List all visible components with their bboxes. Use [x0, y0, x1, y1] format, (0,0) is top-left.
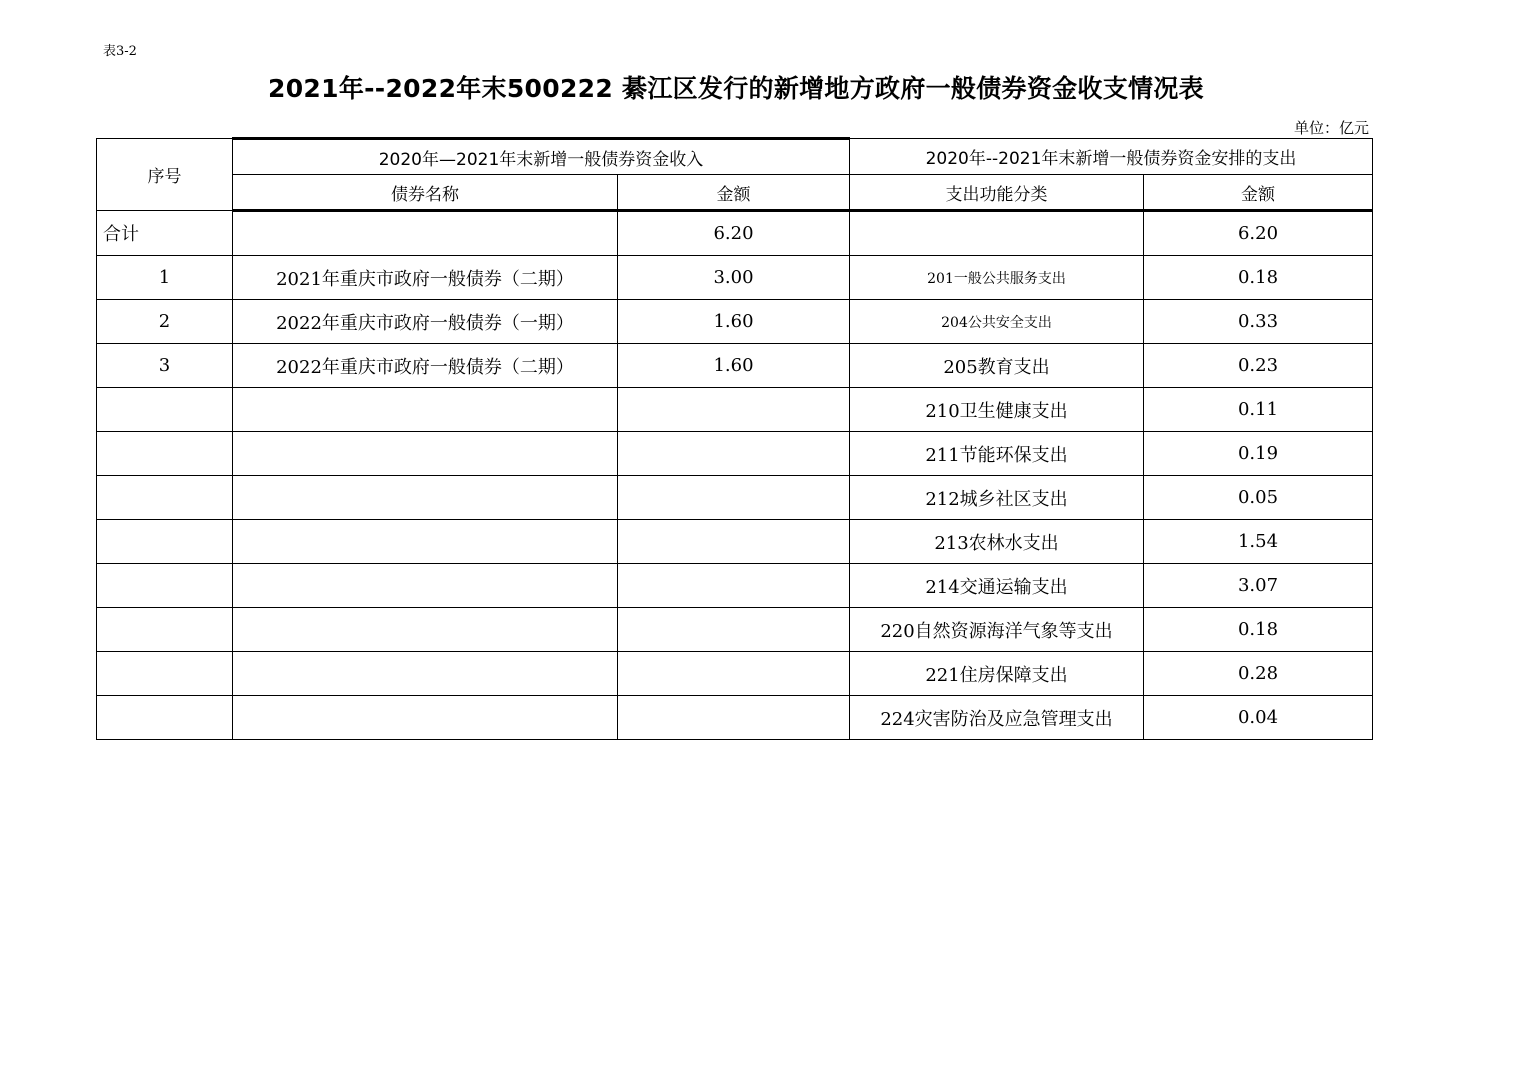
- seq-cell: [97, 696, 233, 740]
- income-cell: [618, 520, 850, 564]
- bond-cell: 2021年重庆市政府一般债券（二期）: [233, 256, 618, 300]
- page-title: 2021年--2022年末500222 綦江区发行的新增地方政府一般债券资金收支情况表: [268, 74, 1204, 103]
- income-cell: [618, 476, 850, 520]
- table-row: [97, 476, 1373, 520]
- category-cell: 211节能环保支出: [850, 432, 1144, 476]
- total-row: [97, 211, 1373, 256]
- table-row: [97, 432, 1373, 476]
- expense-category-header: 支出功能分类: [850, 175, 1144, 211]
- expense-cell: 0.05: [1144, 476, 1373, 520]
- header-row-group: [97, 139, 1373, 175]
- unit-label: 单位：亿元: [1293, 119, 1369, 137]
- seq-cell: [97, 476, 233, 520]
- expense-cell: 0.33: [1144, 300, 1373, 344]
- income-cell: [618, 696, 850, 740]
- category-cell: 205教育支出: [850, 344, 1144, 388]
- category-cell: 210卫生健康支出: [850, 388, 1144, 432]
- expense-cell: 1.54: [1144, 520, 1373, 564]
- income-cell: [618, 564, 850, 608]
- table-row: [97, 608, 1373, 652]
- income-cell: [618, 652, 850, 696]
- expense-cell: 0.23: [1144, 344, 1373, 388]
- expense-cell: 0.19: [1144, 432, 1373, 476]
- seq-cell: [97, 564, 233, 608]
- income-cell: 1.60: [618, 344, 850, 388]
- income-cell: 3.00: [618, 256, 850, 300]
- bond-cell: 2022年重庆市政府一般债券（一期）: [233, 300, 618, 344]
- seq-cell: [97, 608, 233, 652]
- table-row: [97, 652, 1373, 696]
- seq-cell: 1: [97, 256, 233, 300]
- table-row: [97, 256, 1373, 300]
- table-row: [97, 300, 1373, 344]
- category-cell: 201一般公共服务支出: [850, 256, 1144, 300]
- bond-cell: [233, 608, 618, 652]
- bond-cell: [233, 564, 618, 608]
- expense-cell: 3.07: [1144, 564, 1373, 608]
- seq-cell: 2: [97, 300, 233, 344]
- header-row-columns: [97, 175, 1373, 211]
- expense-cell: 0.28: [1144, 652, 1373, 696]
- income-cell: 1.60: [618, 300, 850, 344]
- table-row: [97, 388, 1373, 432]
- category-cell: 213农林水支出: [850, 520, 1144, 564]
- table-row: [97, 344, 1373, 388]
- category-cell: 224灾害防治及应急管理支出: [850, 696, 1144, 740]
- expense-cell: 6.20: [1144, 211, 1373, 256]
- income-cell: 6.20: [618, 211, 850, 256]
- income-cell: [618, 432, 850, 476]
- bond-cell: [233, 432, 618, 476]
- seq-cell: [97, 520, 233, 564]
- bond-cell: [233, 388, 618, 432]
- table-row: [97, 520, 1373, 564]
- expense-amount-header: 金额: [1144, 175, 1373, 211]
- category-cell: 221住房保障支出: [850, 652, 1144, 696]
- bond-cell: [233, 652, 618, 696]
- income-cell: [618, 608, 850, 652]
- seq-cell: 合计: [97, 211, 233, 256]
- income-group-header: 2020年—2021年末新增一般债券资金收入: [233, 139, 850, 175]
- expense-cell: 0.11: [1144, 388, 1373, 432]
- income-cell: [618, 388, 850, 432]
- seq-cell: [97, 432, 233, 476]
- table-row: [97, 696, 1373, 740]
- expense-group-header: 2020年--2021年末新增一般债券资金安排的支出: [850, 139, 1373, 175]
- bond-cell: [233, 520, 618, 564]
- category-cell: 214交通运输支出: [850, 564, 1144, 608]
- bond-cell: [233, 211, 618, 256]
- seq-cell: [97, 388, 233, 432]
- seq-cell: 3: [97, 344, 233, 388]
- table-tag: 表3-2: [103, 44, 137, 59]
- bond-cell: [233, 696, 618, 740]
- expense-cell: 0.04: [1144, 696, 1373, 740]
- category-cell: 212城乡社区支出: [850, 476, 1144, 520]
- expense-cell: 0.18: [1144, 608, 1373, 652]
- expense-cell: 0.18: [1144, 256, 1373, 300]
- category-cell: 220自然资源海洋气象等支出: [850, 608, 1144, 652]
- seq-cell: [97, 652, 233, 696]
- bond-name-header: 债券名称: [233, 175, 618, 211]
- category-cell: [850, 211, 1144, 256]
- seq-header: 序号: [97, 139, 233, 211]
- table-row: [97, 564, 1373, 608]
- category-cell: 204公共安全支出: [850, 300, 1144, 344]
- income-amount-header: 金额: [618, 175, 850, 211]
- bond-cell: 2022年重庆市政府一般债券（二期）: [233, 344, 618, 388]
- bond-cell: [233, 476, 618, 520]
- fund-table: [96, 137, 1373, 740]
